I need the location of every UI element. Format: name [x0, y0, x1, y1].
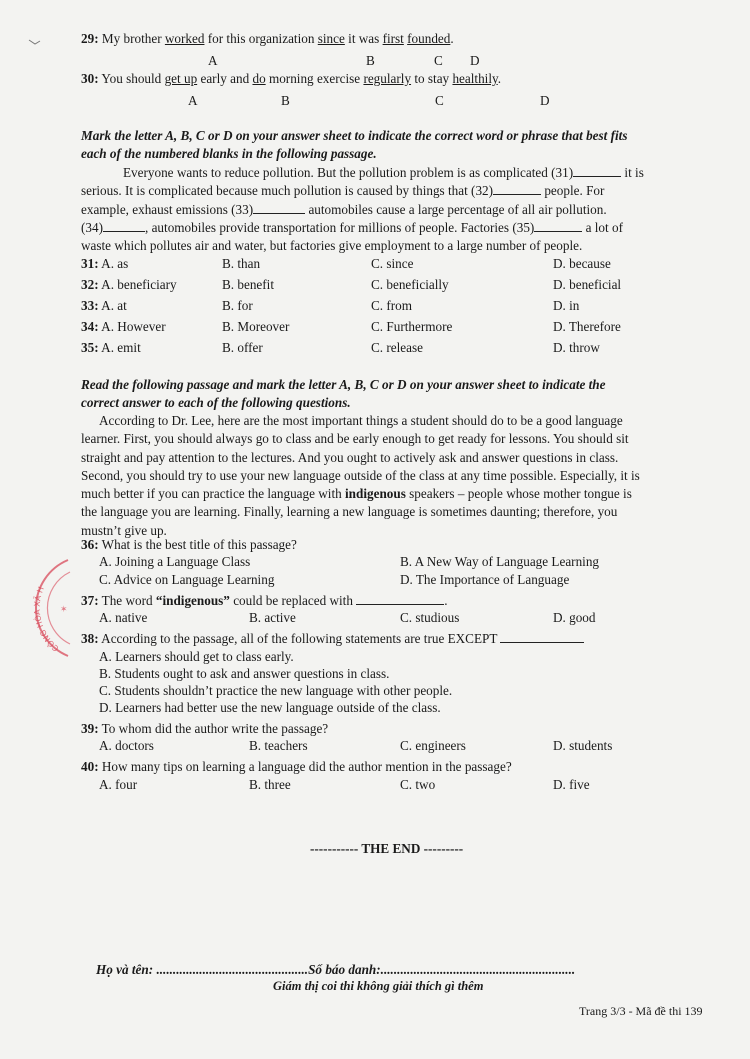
blank-32: [493, 183, 541, 195]
q34-option-d: D. Therefore: [553, 319, 621, 334]
q40-option-a: A. four: [99, 777, 138, 792]
q39-option-c: C. engineers: [400, 738, 466, 753]
q30-number: 30:: [81, 71, 99, 86]
name-field: ..............................................: [156, 962, 309, 977]
page-info: Trang 3/3 - Mã đề thi 139: [579, 1004, 703, 1018]
q40-option-b: B. three: [249, 777, 291, 792]
q36-option-b: B. A New Way of Language Learning: [400, 554, 600, 569]
candidate-number-label: Số báo danh:: [308, 962, 381, 977]
q38-option-b: B. Students ought to ask and answer questions in class.: [99, 666, 390, 681]
q29-number: 29:: [81, 31, 99, 46]
q30-part-a: get up: [164, 71, 198, 86]
q40-option-d: D. five: [553, 777, 590, 792]
the-end-marker: ----------- THE END ---------: [310, 841, 464, 856]
q30-part-b: do: [252, 71, 266, 86]
candidate-info-line: [96, 962, 575, 978]
svg-text:✶: ✶: [60, 605, 68, 615]
q35-option-d: D. throw: [553, 340, 600, 355]
q36-option-c: C. Advice on Language Learning: [99, 572, 275, 587]
q29-part-d: founded: [407, 31, 451, 46]
passage-language-learning: According to Dr. Lee, here are the most important things a student should do to be a good language learner. First, you should always go to class and be early enough to get ready for lessons. You should sit straight and pay attention to the lectures. And you ought to actively ask and answer questions in class. Second, you should try to use your new language outside of the class at any time possible. Especially, it is much better if you can practice the language with indigenous speakers – people whose mother tongue is the language you are learning. Finally, learning a new language is sometimes daunting; therefore, you mustn’t give up.: [81, 413, 640, 538]
q37-option-d: D. good: [553, 610, 596, 625]
q33-option-a: A. at: [101, 298, 127, 313]
blank-33: [253, 202, 305, 214]
q31-option-a: A. as: [101, 256, 129, 271]
question-30: 30: You should get up early and do morning exercise regularly to stay healthily.: [81, 71, 502, 86]
q34-option-b: B. Moreover: [222, 319, 290, 334]
q32-option-a: A. beneficiary: [101, 277, 177, 292]
seal-stamp: [8, 556, 74, 660]
blank-35: [534, 220, 582, 232]
section-2-instruction: Mark the letter A, B, C or D on your answer sheet to indicate the correct word or phrase that best fits each of the numbered blanks in the following passage.: [81, 128, 628, 161]
name-label: Họ và tên:: [96, 962, 157, 977]
q30-label-d: D: [540, 93, 550, 108]
q30-part-c: regularly: [363, 71, 412, 86]
q29-label-c: C: [434, 53, 443, 68]
q32-option-c: C. beneficially: [371, 277, 449, 292]
q29-part-c: first: [382, 31, 404, 46]
q35-option-c: C. release: [371, 340, 423, 355]
q29-part-a: worked: [164, 31, 205, 46]
q32-option-b: B. benefit: [222, 277, 275, 292]
q29-label-d: D: [470, 53, 480, 68]
q31-option-b: B. than: [222, 256, 261, 271]
q39-option-b: B. teachers: [249, 738, 308, 753]
q30-label-c: C: [435, 93, 444, 108]
q33-option-d: D. in: [553, 298, 580, 313]
q39-option-d: D. students: [553, 738, 613, 753]
question-29: 29: My brother worked for this organization since it was first founded.: [81, 31, 454, 46]
q34-option-c: C. Furthermore: [371, 319, 453, 334]
q29-label-b: B: [366, 53, 375, 68]
passage-pollution: Everyone wants to reduce pollution. But the pollution problem is as complicated (31) it is serious. It is complicated because much pollution is caused by things that (32) people. For example, exhaust emissions (33) automobiles cause a large percentage of all air pollution. (34) , automobiles provide transportation for millions of people. Factories (35) a lot of waste which pollutes air and water, but factories give employment to a large number of people.: [81, 165, 644, 254]
q33-option-b: B. for: [222, 298, 253, 313]
q36-option-d: D. The Importance of Language: [400, 572, 570, 587]
q31-option-c: C. since: [371, 256, 414, 271]
q39-option-a: A. doctors: [99, 738, 154, 753]
question-36: 36: What is the best title of this passage?: [81, 537, 297, 552]
q36-option-a: A. Joining a Language Class: [99, 554, 251, 569]
candidate-number-field: ...........................................................: [380, 962, 576, 977]
q37-option-c: C. studious: [400, 610, 460, 625]
q31-option-d: D. because: [553, 256, 611, 271]
q29-part-b: since: [317, 31, 345, 46]
blank-38: [500, 631, 584, 643]
keyword-indigenous: indigenous: [345, 486, 406, 502]
q30-label-a: A: [188, 93, 198, 108]
exam-page: 29: My brother worked for this organization since it was first founded. A B C D 30: You should get up early and do morning exercise regularly to stay healthily. A B C D Mark the letter A, B, C or D on your answer sheet to indicate the correct word or phrase that best fits each of the numbered blanks in the following passage. Everyone wants to reduce pollution. But the pollution problem is as complicated (31) it is serious. It is complicated because much pollution is caused by things that (32) people. For example, exhaust emissions (33) automobiles cause a large percentage of all air pollution. (34) , automobiles provide transportation for millions of people. Factories (35) a lot of waste which pollutes air and water, but factories give employment to a large number of people. 31: A. as B. than C. since D. because 32: A. beneficiary B. benefit C. beneficially D. beneficial 33: A. at B. for C. from D. in 34: A. However B. Moreover C. Furthermore D. Therefore 35: A. emit B. offer C. release D. throw Read the following passage and mark the letter A, B, C or D on your answer sheet to indicate the correct answer to each of the following questions. According to Dr. Lee, here are the most important things a student should do to be a good language learner. First, you should always go to class and be early enough to get ready for lessons. You should sit straight and pay attention to the lectures. And you ought to actively ask and answer questions in class. Second, you should try to use your new language outside of the class at any time possible. Especially, it is much better if you can practice the language with indigenous speakers – people whose mother tongue is the language you are learning. Finally, learning a new language is sometimes daunting; therefore, you mustn’t give up. 36: What is the best title of this passage? A. Joining a Language Class B. A New Way of Language Learning C. Advice on Language Learning D. The Importance of Language 37: The word “indigenous” could be replaced with . A. native B. active C. studious D. good 38: According to the passage, all of the following statements are true EXCEPT A. Learners should get to class early. B. Students ought to ask and answer questions in class. C. Students shouldn’t practice the new language with other people. D. Learners had better use the new language outside of the class. 39: To whom did the author write the passage? A. doctors B. teachers C. engineers D. students 40: How many tips on learning a language did the author mention in the passage? A. four B. three C. two D. five ----------- THE END --------- Họ và tên: ..............................................Số báo danh:........................................................... Giám thị coi thi không giải thích gì thêm Trang 3/3 - Mã đề thi 139 CÔNG HÒA XÃ H ✶: [0, 0, 750, 1059]
q40-option-c: C. two: [400, 777, 436, 792]
svg-text:CÔNG HÒA XÃ H: CÔNG HÒA XÃ H: [32, 585, 61, 654]
q38-option-c: C. Students shouldn’t practice the new language with other people.: [99, 683, 453, 698]
q34-option-a: A. However: [101, 319, 166, 334]
scan-mark: [28, 38, 42, 48]
q29-label-a: A: [208, 53, 218, 68]
question-37: 37: The word “indigenous” could be replaced with .: [81, 593, 448, 608]
q37-option-b: B. active: [249, 610, 296, 625]
proctor-note: Giám thị coi thi không giải thích gì thêm: [273, 979, 484, 993]
blank-34: [103, 220, 145, 232]
question-40: 40: How many tips on learning a language did the author mention in the passage?: [81, 759, 512, 774]
section-3-instruction: Read the following passage and mark the letter A, B, C or D on your answer sheet to indicate the correct answer to each of the following questions.: [81, 377, 606, 410]
blank-37: [356, 593, 444, 605]
q35-option-b: B. offer: [222, 340, 263, 355]
q37-option-a: A. native: [99, 610, 148, 625]
q38-option-a: A. Learners should get to class early.: [99, 649, 294, 664]
q30-part-d: healthily: [452, 71, 498, 86]
question-38: 38: According to the passage, all of the following statements are true EXCEPT: [81, 631, 584, 647]
q35-option-a: A. emit: [101, 340, 141, 355]
q38-option-d: D. Learners had better use the new language outside of the class.: [99, 700, 441, 715]
q32-option-d: D. beneficial: [553, 277, 622, 292]
question-39: 39: To whom did the author write the passage?: [81, 721, 329, 736]
q33-option-c: C. from: [371, 298, 413, 313]
blank-31: [573, 165, 621, 177]
q30-label-b: B: [281, 93, 290, 108]
